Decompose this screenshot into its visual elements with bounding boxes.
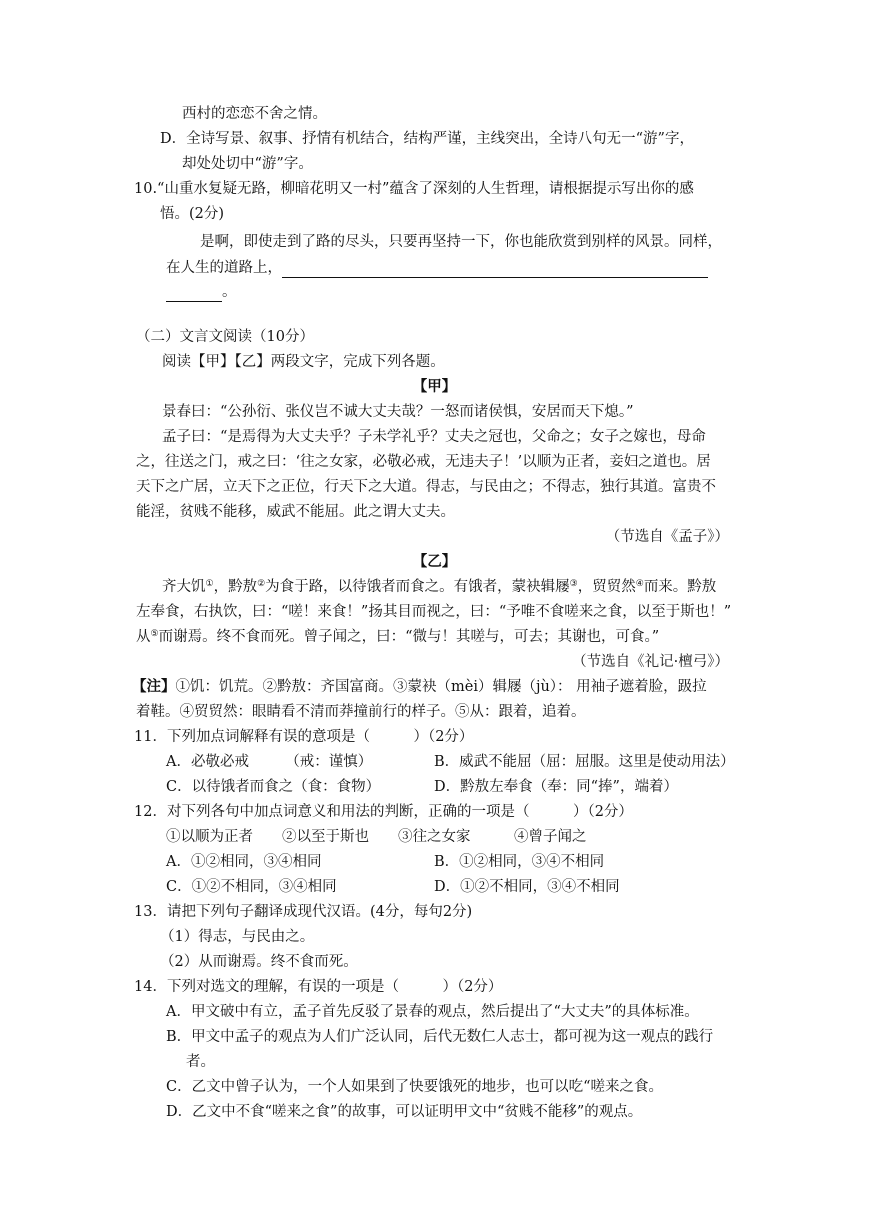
text-run: 而谢焉。终不食而死。曾子闻之，曰：“微与！其嗟与，可去；其谢也，可食。” (158, 629, 660, 645)
q12-option-a[interactable]: A．①②相同，③④相同 (166, 854, 322, 870)
q14-option-a[interactable]: A．甲文破中有立，孟子首先反驳了景春的观点，然后提出了“大丈夫”的具体标准。 (166, 1004, 699, 1020)
text-run: 从 (136, 629, 151, 645)
answer-blank[interactable] (282, 261, 708, 278)
q14-option-b-cont: 者。 (186, 1054, 215, 1070)
q12-stem: 12．对下列各句中加点词意义和用法的判断，正确的一项是（ ）（2分） (134, 804, 633, 820)
notes-label: 【注】 (132, 678, 176, 695)
passage-yi-line (162, 577, 716, 597)
footnote-marker: ① (205, 579, 214, 589)
passage-yi-title: 【乙】 (412, 553, 457, 570)
passage-jia-source: （节选自《孟子》） (605, 529, 729, 545)
passage-jia-line: 天下之广居，立天下之正位，行天下之大道。得志，与民由之；不得志，独行其道。富贵不 (136, 479, 716, 495)
section-intro: 阅读【甲】【乙】两段文字，完成下列各题。 (162, 354, 445, 370)
q13-sentence-1: （1）得志，与民由之。 (160, 929, 315, 945)
q9-option-c-tail: 西村的恋恋不舍之情。 (182, 106, 327, 122)
answer-blank[interactable] (166, 285, 222, 302)
passage-yi-line (136, 627, 659, 647)
q9-option-d-cont: 却处处切中“游”字。 (182, 156, 313, 172)
text-run: ，黔敖 (213, 579, 258, 595)
footnote-marker: ④ (635, 579, 644, 589)
q11-stem: 11．下列加点词解释有误的意项是（ ）（2分） (134, 729, 474, 745)
q10-prompt-cont (166, 258, 708, 278)
notes-text: ①饥：饥荒。②黔敖：齐国富商。③蒙袂（mèi）辑屦（jù）： 用袖子遮着脸，趿拉 (175, 679, 707, 695)
passage-jia-line: 能淫，贫贱不能移，威武不能屈。此之谓大丈夫。 (136, 504, 455, 520)
q11-option-a[interactable]: A．必敬必戒 （戒：谨慎） (166, 754, 373, 770)
q11-option-d[interactable]: D．黔敖左奉食（奉：同“捧”，端着） (434, 779, 678, 795)
q14-option-c[interactable]: C．乙文中曾子认为，一个人如果到了快要饿死的地步，也可以吃“嗟来之食。 (166, 1079, 664, 1095)
q10-stem: 10.“山重水复疑无路，柳暗花明又一村”蕴含了深刻的人生哲理，请根据提示写出你的感 (134, 181, 694, 197)
text-run: ，贸贸然 (577, 579, 636, 595)
notes-cont: 着鞋。④贸贸然：眼睛看不清而莽撞前行的样子。⑤从：跟着，追着。 (136, 704, 586, 720)
footnote-marker: ⑤ (150, 629, 159, 639)
q12-items: ①以顺为正者 ②以至于斯也 ③往之女家 ④曾子闻之 (166, 829, 587, 845)
q12-option-c[interactable]: C．①②不相同，③④相同 (166, 879, 337, 895)
q10-end-mark: 。 (222, 284, 237, 300)
q10-prompt: 是啊，即使走到了路的尽头，只要再坚持一下，你也能欣赏到别样的风景。同样， (200, 234, 722, 250)
notes (132, 677, 707, 697)
q14-stem: 14．下列对选文的理解，有误的一项是（ ）（2分） (134, 979, 503, 995)
passage-yi-line: 左奉食，右执饮，曰：“嗟！来食！”扬其目而视之，曰：“予唯不食嗟来之食，以至于斯也！” (136, 604, 732, 620)
footnote-marker: ③ (569, 579, 578, 589)
footnote-marker: ② (257, 579, 266, 589)
q10-answer-line2 (166, 282, 237, 302)
text-run: 齐大饥 (162, 579, 206, 595)
q11-option-c[interactable]: C．以待饿者而食之（食：食物） (166, 779, 381, 795)
q10-prompt-lead: 在人生的道路上， (166, 260, 282, 276)
passage-jia-title: 【甲】 (412, 378, 457, 395)
text-run: 为食于路，以待饿者而食之。有饿者，蒙袂辑屦 (265, 579, 570, 595)
passage-jia-line: 孟子曰：“是焉得为大丈夫乎？子未学礼乎？丈夫之冠也，父命之；女子之嫁也，母命 (162, 429, 706, 445)
q13-sentence-2: （2）从而谢焉。终不食而死。 (160, 954, 358, 970)
passage-jia-line: 景春曰：“公孙衍、张仪岂不诚大丈夫哉？一怒而诸侯惧，安居而天下熄。” (162, 404, 634, 420)
q14-option-d[interactable]: D．乙文中不食“嗟来之食”的故事，可以证明甲文中“贫贱不能移”的观点。 (166, 1104, 643, 1120)
q10-stem-cont: 悟。(2分) (160, 206, 225, 222)
q12-option-d[interactable]: D．①②不相同，③④不相同 (434, 879, 620, 895)
passage-jia-line: 之，往送之门，戒之曰：‘往之女家，必敬必戒，无违夫子！’以顺为正者，妾妇之道也。居 (136, 454, 711, 470)
q9-option-d: D．全诗写景、叙事、抒情有机结合，结构严谨，主线突出，全诗八句无一“游”字， (160, 131, 694, 147)
q13-stem: 13．请把下列句子翻译成现代汉语。(4分，每句2分) (134, 904, 473, 920)
q12-option-b[interactable]: B．①②相同，③④不相同 (434, 854, 605, 870)
text-run: 而来。黔敖 (643, 579, 717, 595)
q14-option-b[interactable]: B．甲文中孟子的观点为人们广泛认同，后代无数仁人志士，都可视为这一观点的践行 (166, 1029, 714, 1045)
q11-option-b[interactable]: B．威武不能屈（屈：屈服。这里是使动用法） (434, 754, 735, 770)
section-heading: （二）文言文阅读（10分） (136, 329, 314, 345)
passage-yi-source: （节选自《礼记·檀弓》） (572, 654, 729, 670)
